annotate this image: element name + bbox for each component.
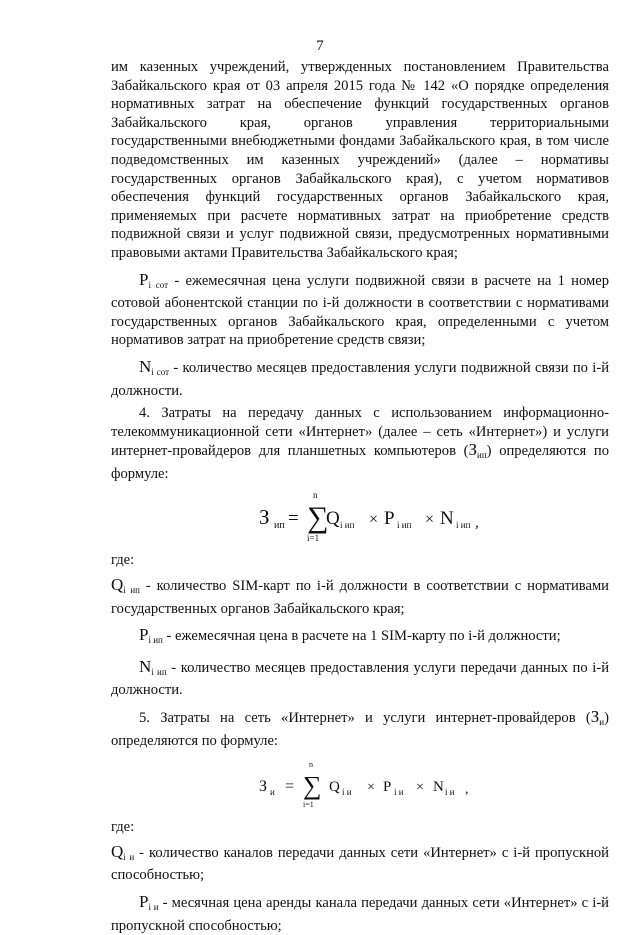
symbol-subscript: и: [599, 717, 605, 728]
formula-lhs: З: [259, 778, 268, 796]
definition-p-sot: [111, 271, 609, 350]
sum-lower-limit: i=1: [307, 533, 320, 544]
definition-text: - количество SIM-карт по i-й должности в соответствии с нормативами государственных органов Забайкальского края;: [111, 578, 609, 617]
times-sign: ×: [425, 511, 435, 529]
symbol-q: Q: [111, 841, 124, 861]
term-n: N: [433, 779, 444, 796]
symbol-p: P: [139, 892, 149, 911]
formula-lhs: З: [259, 505, 270, 530]
section-4-paragraph: [111, 404, 609, 483]
symbol-q: Q: [111, 575, 124, 595]
times-sign: ×: [416, 780, 424, 796]
sum-upper-limit: n: [309, 760, 313, 770]
symbol-subscript: i сот: [151, 366, 170, 377]
where-label: где:: [111, 819, 135, 836]
times-sign: ×: [369, 511, 379, 529]
definition-text: - количество каналов передачи данных сети «Интернет» с i-й пропускной способностью;: [111, 844, 609, 884]
definition-text: - ежемесячная цена услуги подвижной связи в расчете на 1 номер сотовой абонентской станции по i-й должности в соответствии с нормативами государственных органов Забайкальского края, определенными с учетом нормативов затрат на приобретение средств связи;: [111, 272, 610, 349]
definition-n-ip: [111, 658, 609, 700]
formula-equals: =: [285, 778, 295, 796]
section-text: 5. Затраты на сеть «Интернет» и услуги интернет-провайдеров (: [139, 710, 591, 727]
definition-n-sot: [111, 358, 609, 400]
symbol-p: P: [139, 625, 149, 645]
definition-text: - количество месяцев предоставления услуги подвижной связи по i-й должности.: [111, 359, 610, 399]
formula-i-svg: [111, 756, 609, 814]
page-number: 7: [316, 38, 324, 54]
term-q: Q: [329, 779, 340, 796]
symbol-subscript: i и: [123, 851, 135, 862]
term-p: P: [383, 779, 392, 796]
definition-text: - ежемесячная цена в расчете на 1 SIM-карту по i-й должности;: [162, 628, 561, 645]
symbol-subscript: i сот: [148, 279, 169, 290]
formula-i: [111, 756, 609, 814]
where-label: где:: [111, 552, 135, 569]
term-q-sub: i ип: [340, 520, 355, 531]
formula-lhs-sub: и: [270, 787, 275, 798]
symbol-z: З: [468, 440, 478, 460]
sum-sign: ∑: [303, 771, 322, 801]
section-text: ) определяются по формуле:: [111, 443, 609, 482]
definition-q-ip: [111, 576, 609, 618]
term-n-sub: i и: [445, 787, 455, 798]
term-q-sub: i и: [342, 787, 352, 798]
term-p-sub: i ип: [397, 520, 412, 531]
section-text: ) определяются по формуле:: [111, 710, 609, 749]
definition-p-i: [111, 893, 609, 935]
definition-text: - месячная цена аренды канала передачи данных сети «Интернет» с i-й пропускной способностью;: [111, 895, 609, 934]
sum-upper-limit: n: [313, 490, 318, 501]
term-p-sub: i и: [394, 787, 404, 798]
sum-sign: ∑: [307, 501, 329, 535]
symbol-subscript: i ип: [148, 635, 163, 646]
definition-text: - количество месяцев предоставления услуги передачи данных по i-й должности.: [111, 659, 610, 699]
definition-q-i: [111, 843, 609, 885]
section-text: 4. Затраты на передачу данных с использованием информационно-телекоммуникационной сети «Интернет» (далее – сеть «Интернет») и услуги интернет-провайдеров для планшетных компьютеров (: [111, 405, 609, 460]
section-5-paragraph: [111, 708, 609, 750]
formula-ip: [111, 489, 609, 547]
symbol-n: N: [139, 356, 152, 376]
term-n: N: [440, 508, 454, 530]
term-p: P: [384, 508, 395, 530]
symbol-subscript: i ип: [123, 585, 140, 596]
symbol-subscript: ип: [477, 450, 487, 461]
times-sign: ×: [367, 780, 375, 796]
formula-ip-svg: [111, 489, 609, 547]
formula-comma: ,: [475, 515, 479, 532]
symbol-subscript: i и: [148, 902, 159, 912]
term-q: Q: [326, 508, 340, 530]
sum-lower-limit: i=1: [303, 800, 314, 810]
term-n-sub: i ип: [456, 520, 471, 531]
document-body: [111, 58, 609, 935]
formula-equals: =: [288, 508, 299, 530]
formula-lhs-sub: ип: [274, 520, 285, 532]
symbol-subscript: i ип: [151, 666, 167, 677]
symbol-z: З: [590, 707, 600, 727]
definition-p-ip: [111, 626, 609, 650]
intro-paragraph: им казенных учреждений, утвержденных постановлением Правительства Забайкальского края от 03 апреля 2015 года № 142 «О порядке определения нормативных затрат на обеспечение функций государственных органов Забайкальского края, органов управления территориальными государственными внебюджетными фондами Забайкальского края, в том числе подведомственных им казенных учреждений» (далее – нормативы государственных органов Забайкальского края), с учетом нормативов обеспечения функций государственных органов Забайкальского края, применяемых при расчете нормативных затрат на приобретение средств подвижной связи и услуг подвижной связи, предусмотренных нормативными правовыми актами Правительства Забайкальского края;: [111, 59, 609, 261]
symbol-n: N: [139, 656, 152, 676]
symbol-p: P: [139, 269, 149, 289]
formula-comma: ,: [465, 782, 469, 798]
